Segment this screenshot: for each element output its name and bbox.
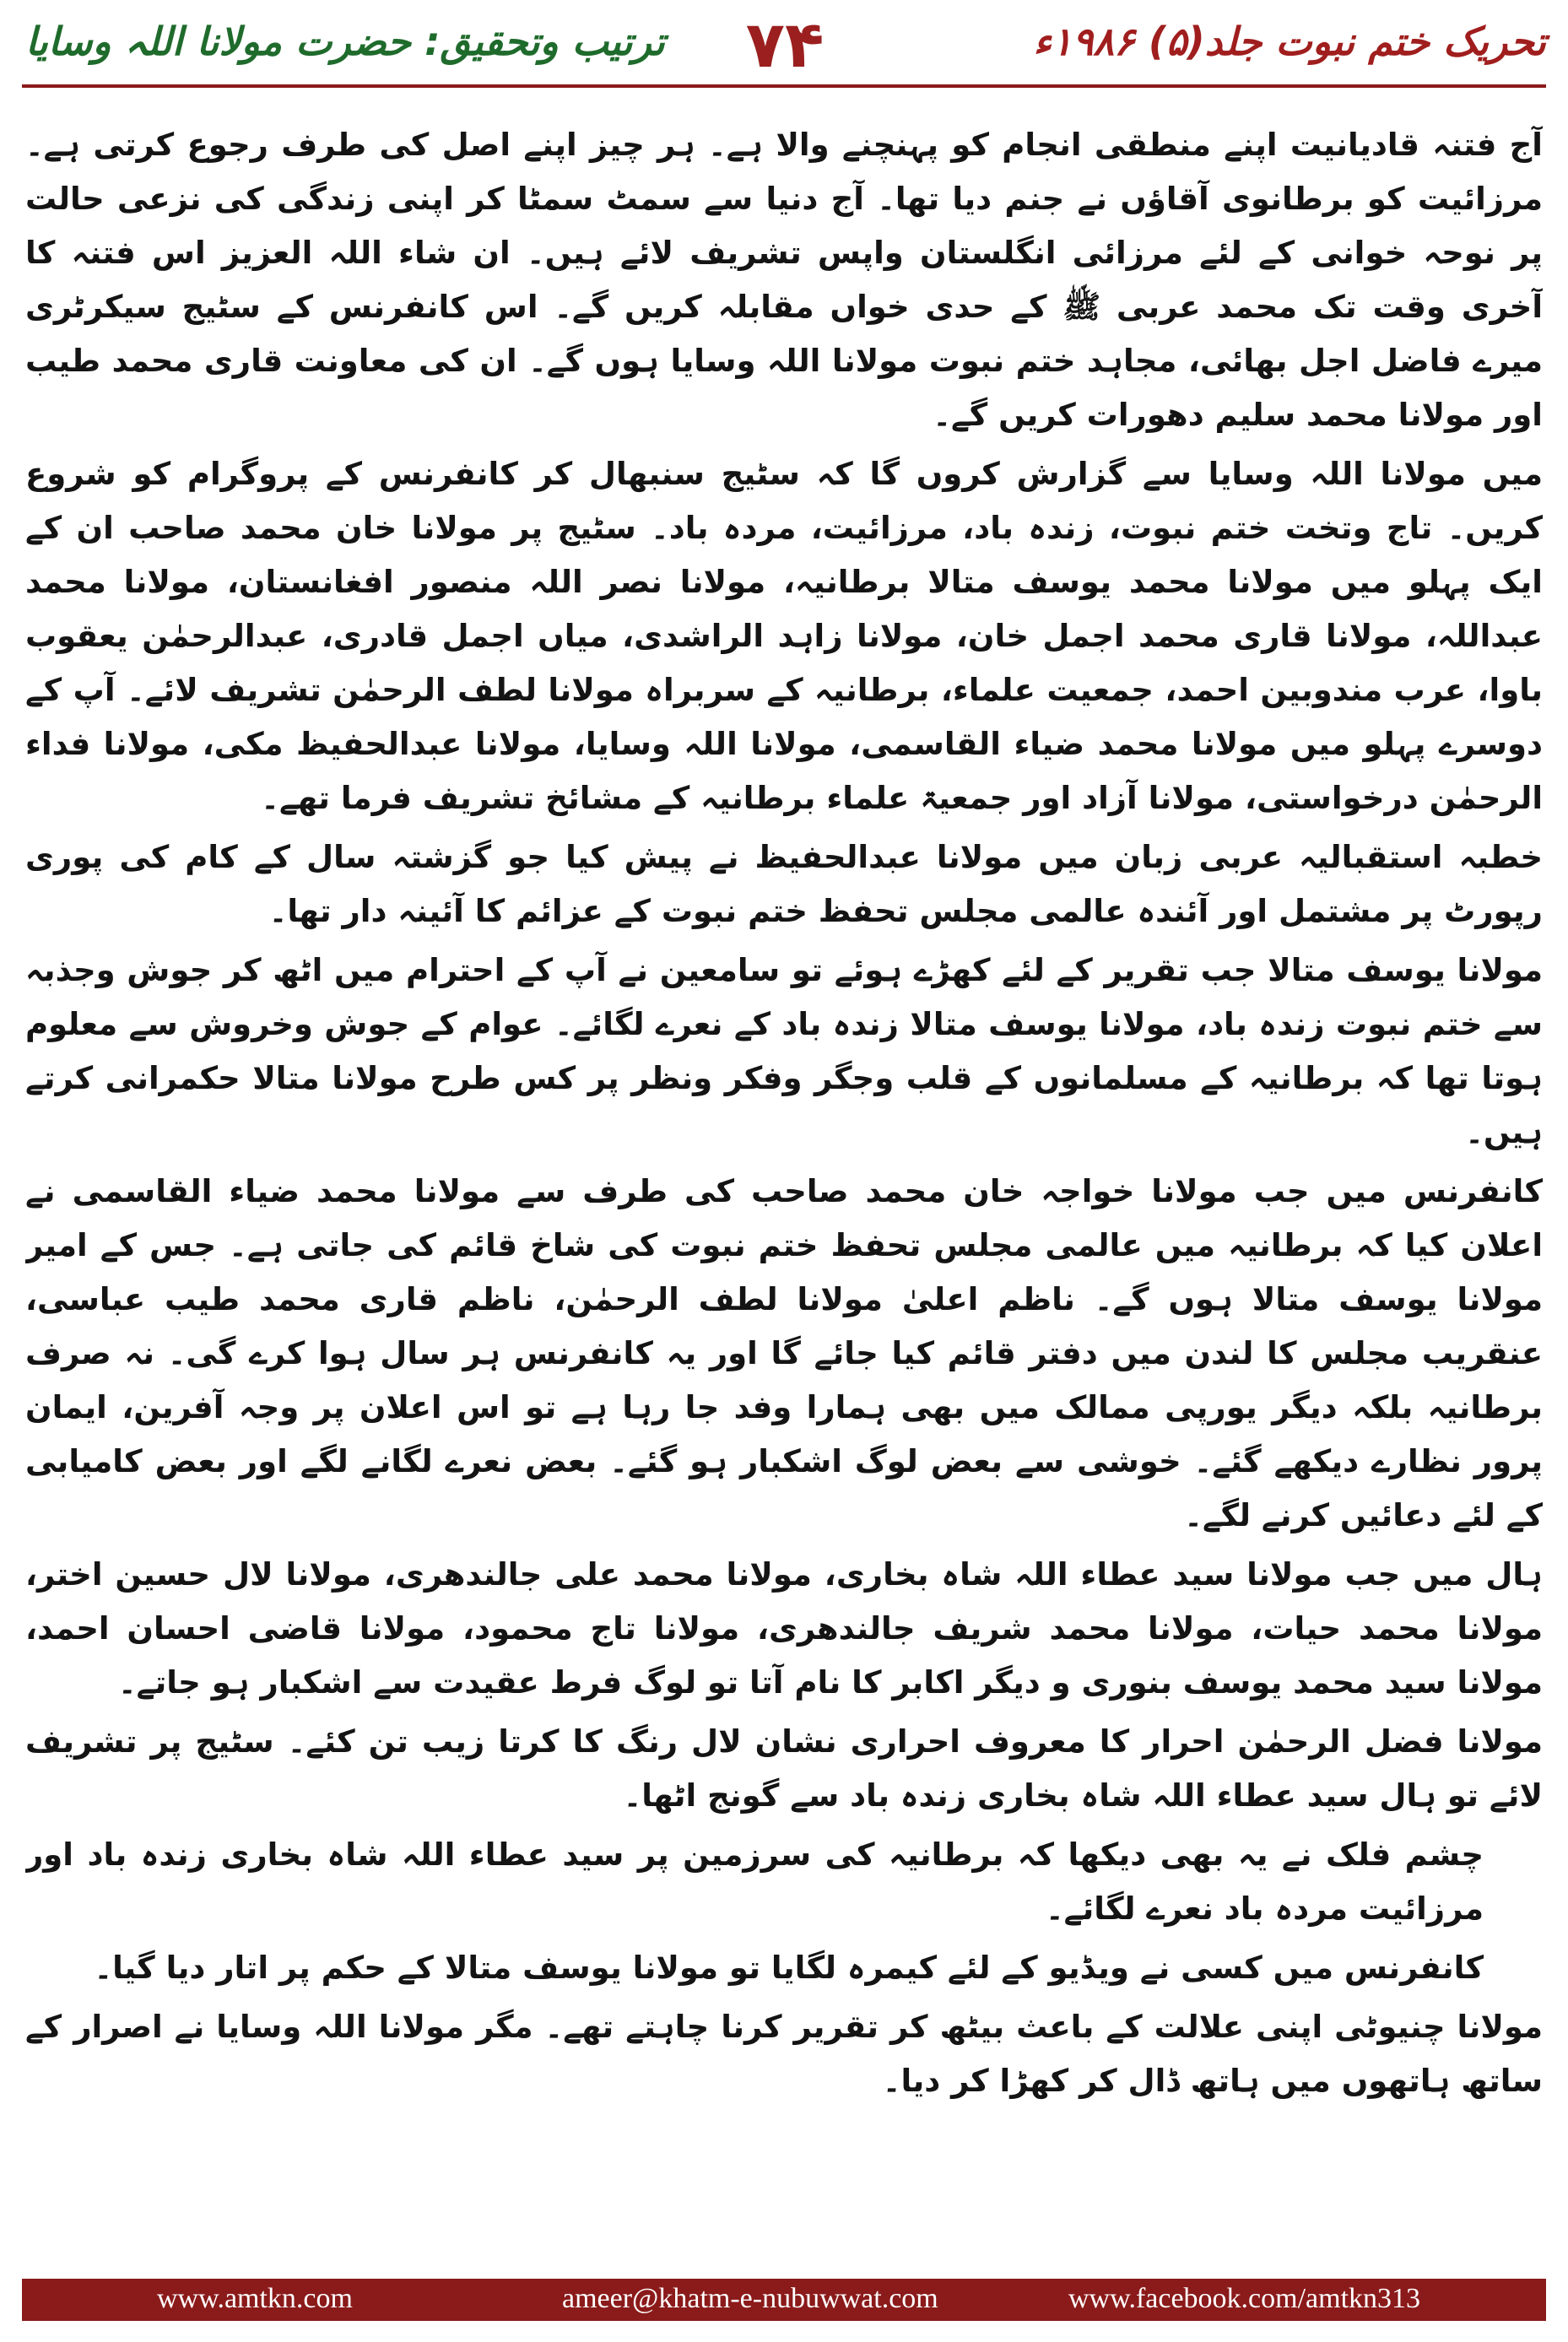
paragraph: چشم فلک نے یہ بھی دیکھا کہ برطانیہ کی سرزمین پر سید عطاء اللہ شاہ بخاری زندہ باد اور مرزائیت مردہ باد نعرے لگائے۔ [25,1836,1484,1927]
page-number: ۷۴ [745,7,825,82]
page-body [25,118,1543,2211]
paragraph: مولانا چنیوٹی اپنی علالت کے باعث بیٹھ کر تقریر کرنا چاہتے تھے۔ مگر مولانا اللہ وسایا نے اصرار کے ساتھ ہاتھوں میں ہاتھ ڈال کر کھڑا کر دیا۔ [25,2009,1543,2099]
paragraph: آج فتنہ قادیانیت اپنے منطقی انجام کو پہنچنے والا ہے۔ ہر چیز اپنے اصل کی طرف رجوع کرتی ہے۔ مرزائیت کو برطانوی آقاؤں نے جنم دیا تھا۔ آج دنیا سے سمٹ سمٹا کر اپنی زندگی کی نزعی حالت پر نوحہ خوانی کے لئے مرزائی انگلستان واپس تشریف لائے ہیں۔ ان شاء اللہ العزیز اس فتنہ کا آخری وقت تک محمد عربی ﷺ کے حدی خواں مقابلہ کریں گے۔ اس کانفرنس کے سٹیج سیکرٹری میرے فاضل اجل بھائی، مجاہد ختم نبوت مولانا اللہ وسایا ہوں گے۔ ان کی معاونت قاری محمد طیب اور مولانا محمد سلیم دھورات کریں گے۔ [25,127,1543,433]
email-link[interactable]: ameer@khatm-e-nubuwwat.com [562,2283,938,2314]
website-link[interactable]: www.amtkn.com [157,2283,353,2314]
book-title: تحریک ختم نبوت جلد(۵) ۱۹۸۶ء [1033,19,1546,64]
paragraph: میں مولانا اللہ وسایا سے گزارش کروں گا کہ سٹیج سنبھال کر کانفرنس کے پروگرام کو شروع کریں۔ تاج وتخت ختم نبوت، زندہ باد، مرزائیت، مردہ باد۔ سٹیج پر مولانا خان محمد صاحب ان کے ایک پہلو میں مولانا محمد یوسف متالا برطانیہ، مولانا نصر اللہ منصور افغانستان، مولانا محمد عبداللہ، مولانا قاری محمد اجمل خان، مولانا زاہد الراشدی، میاں اجمل قادری، عبدالرحمٰن یعقوب باوا، عرب مندوبین احمد، جمعیت علماء، برطانیہ کے سربراہ مولانا لطف الرحمٰن تشریف لائے۔ آپ کے دوسرے پہلو میں مولانا محمد ضیاء القاسمی، مولانا اللہ وسایا، مولانا عبدالحفیظ مکی، مولانا فداء الرحمٰن درخواستی، مولانا آزاد اور جمعیۃ علماء برطانیہ کے مشائخ تشریف فرما تھے۔ [25,456,1543,816]
paragraph: کانفرنس میں کسی نے ویڈیو کے لئے کیمرہ لگایا تو مولانا یوسف متالا کے حکم پر اتار دیا گیا۔ [94,1950,1484,1986]
footer-bar [22,2279,1546,2321]
facebook-link[interactable]: www.facebook.com/amtkn313 [1068,2283,1421,2314]
paragraph: مولانا یوسف متالا جب تقریر کے لئے کھڑے ہوئے تو سامعین نے آپ کے احترام میں اٹھ کر جوش وجذبہ سے ختم نبوت زندہ باد، مولانا یوسف متالا زندہ باد کے نعرے لگائے۔ عوام کے جوش وخروش سے معلوم ہوتا تھا کہ برطانیہ کے مسلمانوں کے قلب وجگر وفکر ونظر پر کس طرح مولانا متالا حکمرانی کرتے ہیں۔ [25,952,1543,1150]
paragraph: مولانا فضل الرحمٰن احرار کا معروف احراری نشان لال رنگ کا کرتا زیب تن کئے۔ سٹیج پر تشریف لائے تو ہال سید عطاء اللہ شاہ بخاری زندہ باد سے گونج اٹھا۔ [25,1723,1543,1814]
page-header [0,0,1568,100]
paragraph: خطبہ استقبالیہ عربی زبان میں مولانا عبدالحفیظ نے پیش کیا جو گزشتہ سال کے کام کی پوری رپورٹ پر مشتمل اور آئندہ عالمی مجلس تحفظ ختم نبوت کے عزائم کا آئینہ دار تھا۔ [25,839,1543,929]
editor-credit: ترتیب وتحقیق: حضرت مولانا اللہ وسایا [25,19,665,64]
header-divider [22,84,1546,88]
paragraph: کانفرنس میں جب مولانا خواجہ خان محمد صاحب کی طرف سے مولانا محمد ضیاء القاسمی نے اعلان کیا کہ برطانیہ میں عالمی مجلس تحفظ ختم نبوت کی شاخ قائم کی جاتی ہے۔ جس کے امیر مولانا یوسف متالا ہوں گے۔ ناظم اعلیٰ مولانا لطف الرحمٰن، ناظم قاری محمد طیب عباسی، عنقریب مجلس کا لندن میں دفتر قائم کیا جائے گا اور یہ کانفرنس ہر سال ہوا کرے گی۔ نہ صرف برطانیہ بلکہ دیگر یورپی ممالک میں بھی ہمارا وفد جا رہا ہے تو اس اعلان پر وجہ آفرین، ایمان پرور نظارے دیکھے گئے۔ خوشی سے بعض لوگ اشکبار ہو گئے۔ بعض نعرے لگانے لگے اور بعض کامیابی کے لئے دعائیں کرنے لگے۔ [25,1173,1543,1533]
paragraph: ہال میں جب مولانا سید عطاء اللہ شاہ بخاری، مولانا محمد علی جالندھری، مولانا لال حسین اختر، مولانا محمد حیات، مولانا محمد شریف جالندھری، مولانا تاج محمود، مولانا قاضی احسان احمد، مولانا سید محمد یوسف بنوری و دیگر اکابر کا نام آتا تو لوگ فرط عقیدت سے اشکبار ہو جاتے۔ [25,1556,1543,1701]
